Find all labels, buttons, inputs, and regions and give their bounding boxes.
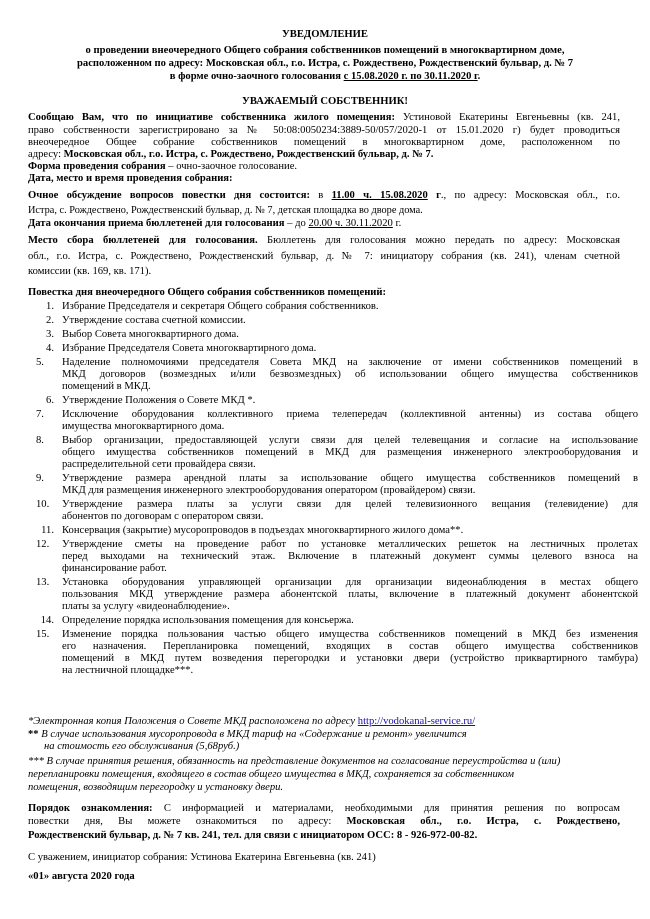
house-address: Московская обл., г.о. Истра, с. Рождествено, Рождественский бульвар, д. № 7. <box>63 149 434 160</box>
agenda-item-line <box>44 301 379 313</box>
agenda-item-number: 2. <box>46 315 54 327</box>
ballot-deadline <box>28 218 401 230</box>
agenda-item-line <box>44 459 256 471</box>
procedure-text-2: повестки дня, Вы можете ознакомиться по адресу: <box>28 816 347 827</box>
agenda-item-line <box>44 589 638 601</box>
agenda-item-line <box>36 629 638 641</box>
agenda-item-line <box>44 665 193 677</box>
procedure-line-3: Рождественский бульвар, д. № 7 кв. 241, тел. для связи с инициатором ОСС: 8 - 926-972-00-82. <box>28 830 478 841</box>
agenda-item-number: 11. <box>41 525 54 537</box>
note-2-line-2: на стоимость его обслуживания (5,68руб.) <box>44 741 240 752</box>
agenda-item-text: его назначения. Перепланировка помещений, входящих в состав общего имущества собственников <box>62 641 638 653</box>
procedure-address: Московская обл., г.о. Истра, с. Рождествено, <box>346 816 620 827</box>
agenda-title: Повестка дня внеочередного Общего собрания собственников помещений: <box>28 287 387 298</box>
agenda-item-line <box>44 653 638 665</box>
agenda-item-line <box>44 601 230 613</box>
in-person-prep: в <box>309 190 332 201</box>
agenda-item-line <box>44 369 638 381</box>
agenda-item-line <box>36 539 638 551</box>
agenda-item-text: Утверждение размера арендной платы за использование общего имущества собственников помещений в <box>62 473 638 485</box>
ballot-deadline-suffix: г. <box>392 218 402 229</box>
meeting-form <box>28 161 297 173</box>
agenda-item-line <box>44 551 638 563</box>
note-2-line-1 <box>28 729 467 741</box>
agenda-item-number: 9. <box>36 473 44 485</box>
agenda-item-line <box>36 473 638 485</box>
in-person-address: ., по адресу: Московская обл., г.о. <box>440 190 620 201</box>
initiator-name: Устиновой Екатерины Евгеньевны (кв. 241, <box>394 112 620 123</box>
agenda-item-text: Определение порядка использования помещения для консьержа. <box>62 615 354 627</box>
procedure-line-1 <box>28 803 620 815</box>
in-person-line-2: Истра, с. Рождествено, Рождественский бульвар, д. № 7, детская площадка во дворе дома. <box>28 205 423 216</box>
agenda-item-line <box>36 577 638 589</box>
agenda-item-text: Утверждение размера платы за услуги связи для целей телевизионного вещания (телевидение) для <box>62 499 638 511</box>
ballot-place-line-1 <box>28 235 620 247</box>
procedure-text: С информацией и материалами, необходимыми для принятия решения по вопросам <box>152 803 620 814</box>
agenda-item-line <box>44 381 151 393</box>
notice-subtitle-line-1: о проведении внеочередного Общего собрания собственников помещений в многоквартирном доме, <box>85 45 565 56</box>
ballot-place-line-2: обл., г.о. Истра, с. Рождествено, Рождественский бульвар, д. № 7: инициатору собрания (кв. 241), членам счетной <box>28 251 620 262</box>
agenda-item-line <box>44 511 263 523</box>
agenda-item-line <box>41 525 464 537</box>
ballot-deadline-prep: – до <box>284 218 309 229</box>
intro-line-3: внеочередное Общее собрание собственников помещений в многоквартирном доме, расположенном по <box>28 137 620 148</box>
procedure-label: Порядок ознакомления: <box>28 803 153 814</box>
ballot-place-line-3: комиссии (кв. 169, кв. 171). <box>28 266 152 277</box>
period-dates: с 15.08.2020 г. по 30.11.2020 г <box>343 71 478 82</box>
address-caption: адресу: <box>28 149 64 160</box>
agenda-item-number: 4. <box>46 343 54 355</box>
agenda-item-line <box>44 447 638 459</box>
agenda-item-number: 14. <box>40 615 54 627</box>
agenda-item-number: 6. <box>46 395 54 407</box>
date-place-heading: Дата, место и время проведения собрания: <box>28 173 233 184</box>
agenda-item-text: распределительной сети провайдера связи. <box>62 459 256 471</box>
ballot-deadline-label: Дата окончания приема бюллетеней для голосования <box>28 218 285 229</box>
agenda-item-text: Консервация (закрытие) мусоропроводов в подъездах многоквартирного жилого дома**. <box>62 525 464 537</box>
agenda-item-text: платы за услугу «видеонаблюдение». <box>62 601 230 613</box>
notice-subtitle-line-2: расположенном по адресу: Московская обл., г.о. Истра, с. Рождествено, Рождественский бульвар, д. № 7 <box>77 58 573 69</box>
agenda-item-text: Исключение оборудования коллективного приема телепередач (коллективной антенны) из состава общего <box>62 409 638 421</box>
agenda-item-text: пользования МКД утверждение размера абонентской платы, включение в платежный документ абонентской <box>62 589 638 601</box>
in-person-label: Очное обсуждение вопросов повестки дня состоится: <box>28 190 310 201</box>
greeting: УВАЖАЕМЫЙ СОБСТВЕННИК! <box>242 96 408 107</box>
agenda-item-number: 5. <box>36 357 44 369</box>
agenda-item-text: Выбор Совета многоквартирного дома. <box>62 329 239 341</box>
note-3-line-3: помещения, возводящим перегородку и установку двери. <box>28 782 284 793</box>
agenda-item-text: помещений в МКД. <box>62 381 151 393</box>
notice-title: УВЕДОМЛЕНИЕ <box>282 29 368 40</box>
signature-date: «01» августа 2020 года <box>28 871 135 882</box>
procedure-line-2 <box>28 816 620 828</box>
agenda-item-number: 12. <box>36 539 50 551</box>
agenda-item-text: МКД для размещения инженерного электрооборудования оператором (провайдером) связи. <box>62 485 476 497</box>
agenda-item-text: Утверждение состава счетной комиссии. <box>62 315 246 327</box>
agenda-item-text: Изменение порядка пользования частью общего имущества собственников помещений в МКД без изменения <box>62 629 638 641</box>
note-2-text: В случае использования мусоропровода в МКД тариф на «Содержание и ремонт» увеличится <box>38 729 467 740</box>
agenda-item-number: 1. <box>46 301 54 312</box>
regulations-link[interactable]: http://vodokanal-service.ru/ <box>357 716 476 727</box>
agenda-item-text: Установка оборудования управляющей организации для организации видеонаблюдения в местах общего <box>62 577 638 589</box>
intro-line-4 <box>28 149 433 161</box>
agenda-item-text: Утверждение Положения о Совете МКД *. <box>62 395 256 407</box>
agenda-item-line <box>44 485 475 497</box>
agenda-item-line <box>36 499 638 511</box>
agenda-item-text: Наделение полномочиями председателя Совета МКД на заключение от имени собственников помещений в <box>62 357 638 369</box>
agenda-item-number: 3. <box>46 329 54 341</box>
signature-line: С уважением, инициатор собрания: Устинова Екатерина Евгеньевна (кв. 241) <box>28 852 376 863</box>
note-2-marker: ** <box>28 729 39 740</box>
agenda-item-line <box>36 435 638 447</box>
note-1-text: *Электронная копия Положения о Совете МКД расположена по адресу <box>28 716 358 727</box>
agenda-item-text: перед выходами на технический этаж. Включение в платежный документ суммы целевого взноса на <box>62 551 638 563</box>
agenda-item-text: Выбор организации, предоставляющей услуги связи для целей телевещания и согласие на использование <box>62 435 638 447</box>
agenda-item-text: Утверждение сметы на проведение работ по установке металлических решеток на лестничных пролетах <box>62 539 638 551</box>
agenda-item-number: 10. <box>36 499 50 511</box>
agenda-item-line <box>44 421 224 433</box>
form-caption: в форме очно-заочного голосования <box>169 71 344 82</box>
agenda-item-line <box>40 615 354 627</box>
agenda-item-line <box>44 641 638 653</box>
intro-lead: Сообщаю Вам, что по инициативе собственника жилого помещения: <box>28 112 395 123</box>
agenda-item-line <box>44 343 316 355</box>
in-person-datetime: 11.00 ч. 15.08.2020 <box>331 190 428 201</box>
note-1 <box>28 716 475 728</box>
agenda-item-text: финансирование работ. <box>62 563 167 575</box>
agenda-item-line <box>36 409 638 421</box>
meeting-form-value: – очно-заочное голосование. <box>165 161 298 172</box>
agenda-item-line <box>44 563 167 575</box>
in-person-year-suffix: г <box>427 190 441 201</box>
in-person-line-1 <box>28 190 620 202</box>
agenda-item-text: МКД договоров (возмездных и/или безвозмездных) об использовании общего имущества собственников <box>62 369 638 381</box>
agenda-item-line <box>36 357 638 369</box>
agenda-item-text: Избрание Председателя Совета многоквартирного дома. <box>62 343 317 355</box>
agenda-item-line <box>44 329 239 341</box>
ballot-deadline-datetime: 20.00 ч. 30.11.2020 <box>308 218 393 229</box>
meeting-form-label: Форма проведения собрания <box>28 161 166 172</box>
note-3-line-2: перепланировки помещения, входящего в состав общего имущества в МКД, сохраняется за собственником <box>28 769 514 780</box>
agenda-item-number: 13. <box>36 577 50 589</box>
agenda-item-text: на лестничной площадке***. <box>62 665 194 676</box>
agenda-item-text: абонентов по договорам с оператором связи. <box>62 511 264 523</box>
intro-line-2: право собственности зарегистрировано за № 50:08:0050234:3889-50/057/2020-1 от 15.01.2020 г) будет проводиться <box>28 125 620 136</box>
agenda-item-line <box>44 315 246 327</box>
agenda-item-text: имущества многоквартирного дома. <box>62 421 225 433</box>
agenda-item-text: общего имущества собственников помещений в МКД для размещения инженерного электрооборудования и <box>62 447 638 459</box>
intro-line-1 <box>28 112 620 124</box>
agenda-item-number: 7. <box>36 409 44 421</box>
note-3-line-1: *** В случае принятия решения, обязанность на представление документов на согласование переустройства и (или) <box>28 756 561 767</box>
period-dot: . <box>477 71 481 82</box>
ballot-place-text: Бюллетень для голосования можно передать по адресу: Московская <box>257 235 620 246</box>
agenda-item-line <box>44 395 255 407</box>
agenda-item-text: Избрание Председателя и секретаря Общего собрания собственников. <box>62 301 379 312</box>
ballot-place-label: Место сбора бюллетеней для голосования. <box>28 235 258 246</box>
notice-subtitle-line-3 <box>0 71 650 83</box>
agenda-item-number: 15. <box>36 629 50 641</box>
agenda-item-number: 8. <box>36 435 44 447</box>
agenda-item-text: помещений в МКД путем возведения перегородки и установки двери (устройство приквартирного тамбура) <box>62 653 638 665</box>
